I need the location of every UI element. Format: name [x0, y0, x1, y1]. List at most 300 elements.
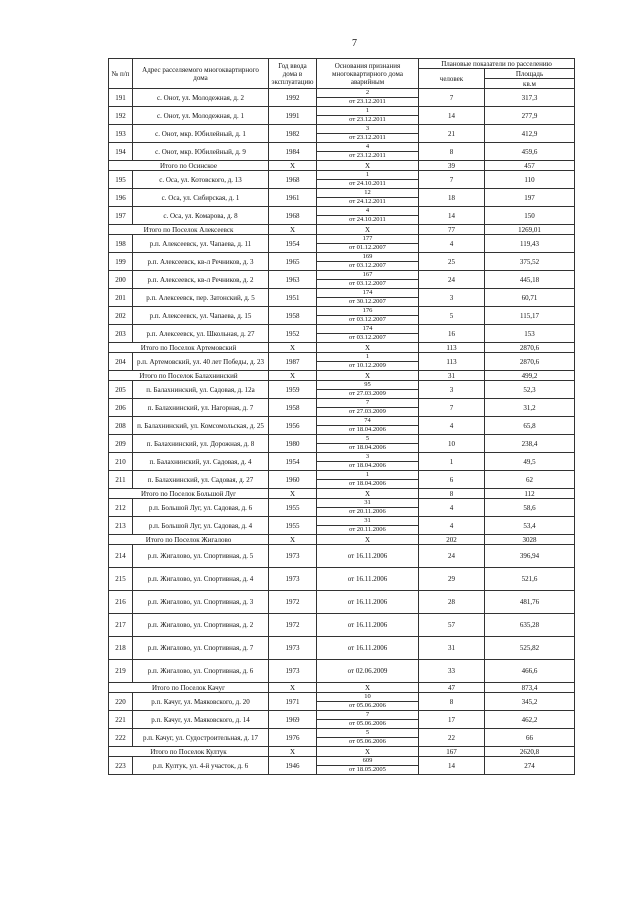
row-address: р.п. Алексеевск, ул. Чапаева, д. 15 [133, 307, 269, 325]
row-address: р.п. Качуг, ул. Судостроительная, д. 17 [133, 729, 269, 747]
row-address: р.п. Жигалово, ул. Спортивная, д. 4 [133, 568, 269, 591]
table-row [109, 353, 575, 371]
row-address: р.п. Жигалово, ул. Спортивная, д. 2 [133, 614, 269, 637]
row-number: 223 [109, 757, 133, 775]
row-people: 3 [419, 289, 485, 307]
subtotal-people: 47 [419, 683, 485, 693]
row-area: 238,4 [485, 435, 575, 453]
row-people: 3 [419, 381, 485, 399]
subtotal-label: Итого по Поселок Култук [109, 747, 269, 757]
row-address: п. Балахнинский, ул. Садовая, д. 12а [133, 381, 269, 399]
row-people: 24 [419, 271, 485, 289]
row-year: 1954 [269, 453, 317, 471]
row-basis: от 16.11.2006 [317, 591, 419, 614]
basis-doc-number: 31 [317, 517, 418, 526]
row-people: 25 [419, 253, 485, 271]
basis-doc-date: от 18.04.2006 [349, 426, 386, 433]
basis-doc-number: 176 [317, 307, 418, 316]
row-address: с. Оса, ул. Комарова, д. 8 [133, 207, 269, 225]
basis-doc-date: от 24.12.2011 [349, 198, 386, 205]
table-row [109, 693, 575, 711]
basis-doc-number: 3 [317, 125, 418, 134]
table-row [109, 125, 575, 143]
subtotal-year-x: Х [269, 225, 317, 235]
row-number: 198 [109, 235, 133, 253]
row-basis: от 16.11.2006 [317, 614, 419, 637]
basis-doc-number: 2 [317, 89, 418, 98]
row-year: 1955 [269, 517, 317, 535]
row-basis [317, 729, 419, 747]
row-address: с. Оса, ул. Сибирская, д. 1 [133, 189, 269, 207]
row-area: 412,9 [485, 125, 575, 143]
row-area: 277,9 [485, 107, 575, 125]
row-number: 202 [109, 307, 133, 325]
subtotal-area: 2620,8 [485, 747, 575, 757]
row-area: 466,6 [485, 660, 575, 683]
row-address: р.п. Качуг, ул. Маяковского, д. 20 [133, 693, 269, 711]
row-people: 10 [419, 435, 485, 453]
row-people: 4 [419, 235, 485, 253]
row-people: 29 [419, 568, 485, 591]
table-row [109, 499, 575, 517]
row-people: 7 [419, 399, 485, 417]
row-people: 31 [419, 637, 485, 660]
basis-doc-date: от 18.04.2006 [349, 444, 386, 451]
subtotal-row [109, 371, 575, 381]
row-area: 153 [485, 325, 575, 343]
subtotal-label: Итого по Поселок Качуг [109, 683, 269, 693]
subtotal-people: 39 [419, 161, 485, 171]
basis-doc-number: 174 [317, 325, 418, 334]
row-basis [317, 757, 419, 775]
row-area: 521,6 [485, 568, 575, 591]
row-year: 1955 [269, 499, 317, 517]
subtotal-year-x: Х [269, 161, 317, 171]
resettlement-table [108, 58, 575, 775]
table-row [109, 307, 575, 325]
row-number: 209 [109, 435, 133, 453]
subtotal-row [109, 683, 575, 693]
basis-doc-number: 609 [317, 757, 418, 766]
subtotal-row [109, 489, 575, 499]
row-people: 7 [419, 89, 485, 107]
row-number: 210 [109, 453, 133, 471]
row-number: 215 [109, 568, 133, 591]
row-address: с. Онот, мкр. Юбилейный, д. 9 [133, 143, 269, 161]
table-row [109, 325, 575, 343]
basis-doc-date: от 23.12.2011 [349, 134, 386, 141]
basis-doc-number: 7 [317, 711, 418, 720]
subtotal-area: 3028 [485, 535, 575, 545]
header-year: Год ввода дома в эксплуатацию [269, 59, 317, 89]
row-basis [317, 125, 419, 143]
row-area: 52,3 [485, 381, 575, 399]
row-address: р.п. Артемовский, ул. 40 лет Победы, д. 23 [133, 353, 269, 371]
subtotal-area: 499,2 [485, 371, 575, 381]
row-area: 462,2 [485, 711, 575, 729]
row-area: 274 [485, 757, 575, 775]
page-number: 7 [352, 38, 357, 49]
basis-doc-number: 4 [317, 207, 418, 216]
subtotal-basis-x: Х [317, 535, 419, 545]
row-number: 206 [109, 399, 133, 417]
row-year: 1971 [269, 693, 317, 711]
basis-doc-number: 1 [317, 171, 418, 180]
row-area: 49,5 [485, 453, 575, 471]
row-number: 216 [109, 591, 133, 614]
row-address: р.п. Култук, ул. 4-й участок, д. 6 [133, 757, 269, 775]
row-area: 635,28 [485, 614, 575, 637]
row-address: р.п. Жигалово, ул. Спортивная, д. 5 [133, 545, 269, 568]
row-people: 7 [419, 171, 485, 189]
subtotal-area: 1269,01 [485, 225, 575, 235]
basis-doc-date: от 05.06.2006 [349, 738, 386, 745]
row-basis [317, 143, 419, 161]
subtotal-people: 77 [419, 225, 485, 235]
row-people: 6 [419, 471, 485, 489]
row-basis [317, 381, 419, 399]
table-row [109, 143, 575, 161]
subtotal-year-x: Х [269, 683, 317, 693]
row-basis [317, 271, 419, 289]
row-people: 1 [419, 453, 485, 471]
row-people: 24 [419, 545, 485, 568]
row-year: 1973 [269, 637, 317, 660]
table-row [109, 568, 575, 591]
row-basis: от 16.11.2006 [317, 568, 419, 591]
row-address: р.п. Большой Луг, ул. Садовая, д. 6 [133, 499, 269, 517]
subtotal-label: Итого по Поселок Алексеевск [109, 225, 269, 235]
row-number: 204 [109, 353, 133, 371]
row-basis [317, 89, 419, 107]
row-year: 1959 [269, 381, 317, 399]
header-num: № п/п [109, 59, 133, 89]
basis-doc-number: 3 [317, 453, 418, 462]
subtotal-label: Итого по Поселок Балахнинский [109, 371, 269, 381]
basis-doc-number: 1 [317, 353, 418, 362]
basis-doc-number: 7 [317, 399, 418, 408]
subtotal-year-x: Х [269, 343, 317, 353]
basis-doc-number: 169 [317, 253, 418, 262]
row-area: 62 [485, 471, 575, 489]
row-year: 1968 [269, 207, 317, 225]
row-address: п. Балахнинский, ул. Садовая, д. 4 [133, 453, 269, 471]
subtotal-people: 202 [419, 535, 485, 545]
row-year: 1961 [269, 189, 317, 207]
basis-doc-date: от 24.10.2011 [349, 180, 386, 187]
row-number: 201 [109, 289, 133, 307]
row-number: 212 [109, 499, 133, 517]
row-number: 220 [109, 693, 133, 711]
basis-doc-number: 74 [317, 417, 418, 426]
row-number: 221 [109, 711, 133, 729]
basis-doc-date: от 18.04.2006 [349, 480, 386, 487]
row-address: п. Балахнинский, ул. Садовая, д. 27 [133, 471, 269, 489]
header-basis: Основания признания многоквартирного дома аварийным [317, 59, 419, 89]
row-area: 197 [485, 189, 575, 207]
row-area: 345,2 [485, 693, 575, 711]
subtotal-row [109, 161, 575, 171]
row-basis: от 02.06.2009 [317, 660, 419, 683]
table-row [109, 545, 575, 568]
subtotal-year-x: Х [269, 535, 317, 545]
basis-doc-date: от 27.03.2009 [349, 408, 386, 415]
subtotal-label: Итого по Поселок Жигалово [109, 535, 269, 545]
row-year: 1980 [269, 435, 317, 453]
table-row [109, 381, 575, 399]
table-row [109, 107, 575, 125]
row-people: 4 [419, 499, 485, 517]
basis-doc-date: от 27.03.2009 [349, 390, 386, 397]
row-people: 14 [419, 207, 485, 225]
table-row [109, 637, 575, 660]
row-year: 1958 [269, 399, 317, 417]
row-address: р.п. Алексеевск, ул. Чапаева, д. 11 [133, 235, 269, 253]
row-number: 208 [109, 417, 133, 435]
row-address: п. Балахнинский, ул. Дорожная, д. 8 [133, 435, 269, 453]
basis-doc-date: от 23.12.2011 [349, 116, 386, 123]
table-row [109, 417, 575, 435]
basis-doc-number: 1 [317, 471, 418, 480]
row-basis [317, 107, 419, 125]
row-people: 8 [419, 143, 485, 161]
table-row [109, 89, 575, 107]
row-area: 459,6 [485, 143, 575, 161]
subtotal-basis-x: Х [317, 343, 419, 353]
row-number: 218 [109, 637, 133, 660]
subtotal-basis-x: Х [317, 489, 419, 499]
row-people: 17 [419, 711, 485, 729]
row-basis [317, 417, 419, 435]
row-number: 217 [109, 614, 133, 637]
subtotal-basis-x: Х [317, 161, 419, 171]
table-row [109, 253, 575, 271]
subtotal-row [109, 535, 575, 545]
row-year: 1958 [269, 307, 317, 325]
row-basis: от 16.11.2006 [317, 545, 419, 568]
row-people: 113 [419, 353, 485, 371]
table-header [109, 59, 575, 89]
row-area: 119,43 [485, 235, 575, 253]
subtotal-row [109, 747, 575, 757]
basis-doc-number: 177 [317, 235, 418, 244]
table-row [109, 399, 575, 417]
row-number: 192 [109, 107, 133, 125]
header-area-unit: кв.м [485, 79, 575, 89]
row-number: 222 [109, 729, 133, 747]
row-basis [317, 711, 419, 729]
subtotal-people: 31 [419, 371, 485, 381]
subtotal-area: 457 [485, 161, 575, 171]
subtotal-basis-x: Х [317, 747, 419, 757]
row-address: п. Балахнинский, ул. Нагорная, д. 7 [133, 399, 269, 417]
row-area: 31,2 [485, 399, 575, 417]
basis-doc-date: от 30.12.2007 [349, 298, 386, 305]
row-address: р.п. Алексеевск, кв-л Речников, д. 3 [133, 253, 269, 271]
row-number: 214 [109, 545, 133, 568]
row-basis [317, 189, 419, 207]
row-area: 58,6 [485, 499, 575, 517]
row-year: 1991 [269, 107, 317, 125]
row-year: 1984 [269, 143, 317, 161]
basis-doc-number: 31 [317, 499, 418, 508]
row-basis [317, 399, 419, 417]
basis-doc-number: 174 [317, 289, 418, 298]
subtotal-basis-x: Х [317, 225, 419, 235]
subtotal-label: Итого по Поселок Большой Луг [109, 489, 269, 499]
row-number: 199 [109, 253, 133, 271]
basis-doc-date: от 03.12.2007 [349, 316, 386, 323]
table-row [109, 271, 575, 289]
subtotal-people: 8 [419, 489, 485, 499]
row-year: 1951 [269, 289, 317, 307]
row-year: 1976 [269, 729, 317, 747]
row-address: р.п. Качуг, ул. Маяковского, д. 14 [133, 711, 269, 729]
row-area: 396,94 [485, 545, 575, 568]
table-row [109, 453, 575, 471]
row-area: 375,52 [485, 253, 575, 271]
row-people: 33 [419, 660, 485, 683]
row-area: 481,76 [485, 591, 575, 614]
row-area: 115,17 [485, 307, 575, 325]
header-address: Адрес расселяемого многоквартирного дома [133, 59, 269, 89]
basis-doc-date: от 23.12.2011 [349, 152, 386, 159]
table-row [109, 189, 575, 207]
row-number: 197 [109, 207, 133, 225]
row-address: р.п. Жигалово, ул. Спортивная, д. 7 [133, 637, 269, 660]
table-row [109, 207, 575, 225]
row-people: 28 [419, 591, 485, 614]
row-address: р.п. Большой Луг, ул. Садовая, д. 4 [133, 517, 269, 535]
row-basis [317, 307, 419, 325]
basis-doc-number: 5 [317, 435, 418, 444]
basis-doc-number: 95 [317, 381, 418, 390]
row-basis [317, 235, 419, 253]
row-year: 1963 [269, 271, 317, 289]
basis-doc-date: от 24.10.2011 [349, 216, 386, 223]
table-row [109, 711, 575, 729]
basis-doc-number: 10 [317, 693, 418, 702]
subtotal-year-x: Х [269, 371, 317, 381]
basis-doc-number: 5 [317, 729, 418, 738]
row-people: 22 [419, 729, 485, 747]
table-row [109, 614, 575, 637]
basis-doc-number: 4 [317, 143, 418, 152]
row-basis [317, 499, 419, 517]
table-row [109, 517, 575, 535]
basis-doc-date: от 10.12.2009 [349, 362, 386, 369]
row-area: 445,18 [485, 271, 575, 289]
basis-doc-date: от 20.11.2006 [349, 526, 386, 533]
table-row [109, 729, 575, 747]
row-year: 1973 [269, 660, 317, 683]
row-address: р.п. Алексеевск, ул. Школьная, д. 27 [133, 325, 269, 343]
table-row [109, 471, 575, 489]
row-number: 213 [109, 517, 133, 535]
basis-doc-date: от 20.11.2006 [349, 508, 386, 515]
row-address: с. Онот, ул. Молодежная, д. 2 [133, 89, 269, 107]
row-area: 317,3 [485, 89, 575, 107]
table-row [109, 435, 575, 453]
row-basis [317, 253, 419, 271]
row-year: 1952 [269, 325, 317, 343]
row-year: 1987 [269, 353, 317, 371]
row-year: 1954 [269, 235, 317, 253]
table-row [109, 591, 575, 614]
row-basis: от 16.11.2006 [317, 637, 419, 660]
row-year: 1946 [269, 757, 317, 775]
basis-doc-number: 167 [317, 271, 418, 280]
row-year: 1982 [269, 125, 317, 143]
row-address: с. Оса, ул. Котовского, д. 13 [133, 171, 269, 189]
row-people: 14 [419, 107, 485, 125]
row-number: 191 [109, 89, 133, 107]
basis-doc-date: от 03.12.2007 [349, 334, 386, 341]
row-basis [317, 435, 419, 453]
row-year: 1965 [269, 253, 317, 271]
basis-doc-date: от 18.05.2005 [349, 766, 386, 773]
row-number: 203 [109, 325, 133, 343]
row-number: 195 [109, 171, 133, 189]
row-address: р.п. Алексеевск, кв-л Речников, д. 2 [133, 271, 269, 289]
row-area: 150 [485, 207, 575, 225]
subtotal-year-x: Х [269, 747, 317, 757]
header-people: человек [419, 69, 485, 89]
row-year: 1972 [269, 614, 317, 637]
header-plan: Плановые показатели по расселению [419, 59, 575, 69]
row-people: 4 [419, 517, 485, 535]
row-basis [317, 207, 419, 225]
row-basis [317, 471, 419, 489]
row-year: 1973 [269, 568, 317, 591]
row-year: 1968 [269, 171, 317, 189]
row-number: 205 [109, 381, 133, 399]
row-year: 1972 [269, 591, 317, 614]
row-number: 219 [109, 660, 133, 683]
row-people: 18 [419, 189, 485, 207]
table-row [109, 235, 575, 253]
row-area: 110 [485, 171, 575, 189]
row-area: 65,8 [485, 417, 575, 435]
row-year: 1956 [269, 417, 317, 435]
row-address: р.п. Алексеевск, пер. Затонский, д. 5 [133, 289, 269, 307]
table-row [109, 660, 575, 683]
basis-doc-number: 12 [317, 189, 418, 198]
row-basis [317, 353, 419, 371]
subtotal-row [109, 225, 575, 235]
row-people: 16 [419, 325, 485, 343]
row-year: 1973 [269, 545, 317, 568]
row-basis [317, 171, 419, 189]
table-row [109, 757, 575, 775]
row-number: 196 [109, 189, 133, 207]
row-year: 1992 [269, 89, 317, 107]
row-people: 21 [419, 125, 485, 143]
row-basis [317, 289, 419, 307]
row-address: с. Онот, ул. Молодежная, д. 1 [133, 107, 269, 125]
subtotal-area: 2870,6 [485, 343, 575, 353]
row-area: 66 [485, 729, 575, 747]
basis-doc-date: от 18.04.2006 [349, 462, 386, 469]
basis-doc-date: от 01.12.2007 [349, 244, 386, 251]
subtotal-label: Итого по Осинское [109, 161, 269, 171]
row-address: с. Онот, мкр. Юбилейный, д. 1 [133, 125, 269, 143]
row-number: 200 [109, 271, 133, 289]
table-row [109, 289, 575, 307]
row-basis [317, 517, 419, 535]
row-address: р.п. Жигалово, ул. Спортивная, д. 3 [133, 591, 269, 614]
subtotal-people: 113 [419, 343, 485, 353]
